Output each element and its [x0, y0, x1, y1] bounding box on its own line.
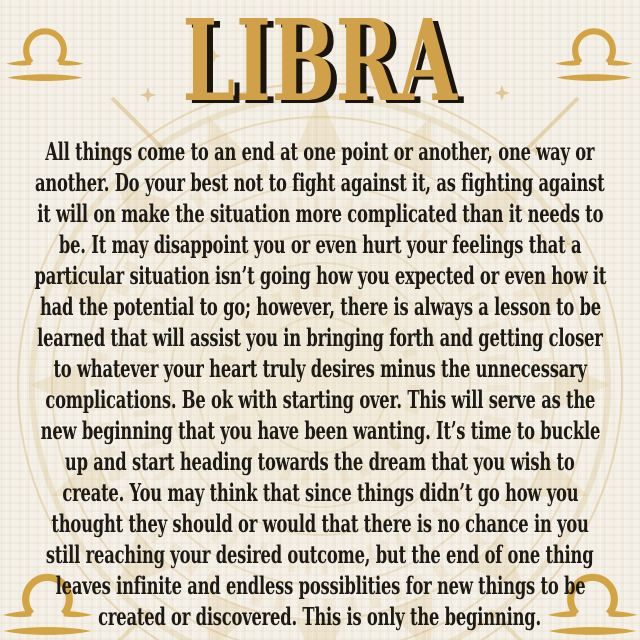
libra-glyph-icon — [553, 12, 635, 86]
text-line: particular situation isn’t going how you expected or even how it — [34, 261, 606, 290]
text-line: still reaching your desired outcome, but the end of one thing — [46, 540, 594, 569]
page-title: LIBRA LIBRA — [106, 6, 535, 118]
text-line: up and start heading towards the dream that you wish to — [65, 447, 575, 476]
text-line: new beginning that you have been wanting. It’s time to buckle — [40, 416, 600, 445]
text-line: be. It may disappoint you or even hurt your feelings that a — [58, 230, 582, 259]
text-line: All things come to an end at one point or another, one way or — [45, 137, 595, 166]
text-line: complications. Be ok with starting over. This will serve as the — [45, 385, 595, 414]
libra-glyph-icon — [4, 12, 86, 86]
text-line: leaves infinite and endless possiblities for new things to be — [55, 571, 585, 600]
text-line: create. You may think that since things didn’t go how you — [62, 478, 578, 507]
text-line: thought they should or would that there is no chance in you — [51, 509, 589, 538]
text-line: had the potential to go; however, there is always a lesson to be — [39, 292, 601, 321]
text-line: to whatever your heart truly desires minus the unnecessary — [53, 354, 587, 383]
horoscope-text — [0, 136, 640, 632]
text-line: it will on make the situation more complicated than it needs to — [36, 199, 604, 228]
text-line: another. Do your best not to fight against it, as fighting against — [35, 168, 605, 197]
text-line: learned that will assist you in bringing forth and getting closer — [37, 323, 603, 352]
text-line: created or discovered. This is only the beginning. — [98, 602, 542, 631]
